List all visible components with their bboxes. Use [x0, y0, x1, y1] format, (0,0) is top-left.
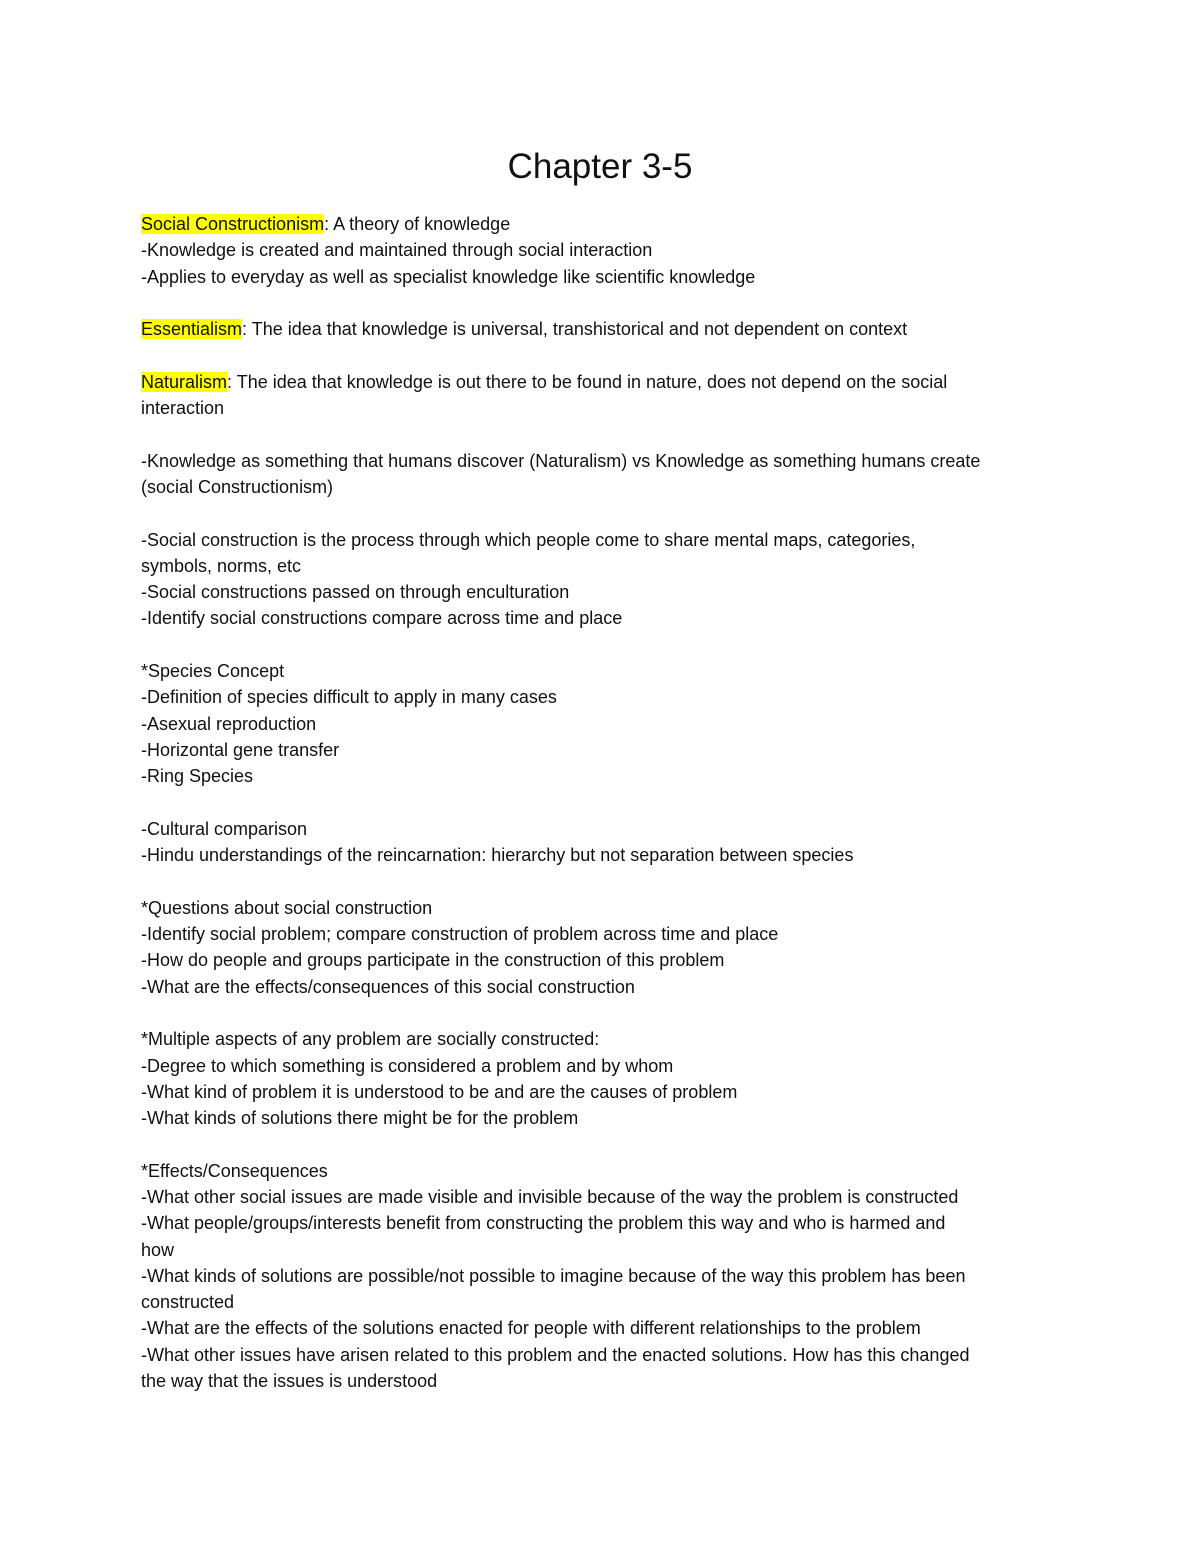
highlighted-term: Naturalism	[141, 371, 228, 392]
text-line: -Identify social problem; compare construction of problem across time and place	[141, 924, 779, 945]
text-line: -Social construction is the process through which people come to share mental maps, categories,	[141, 529, 916, 550]
section-heading: *Effects/Consequences	[141, 1160, 328, 1181]
text-line: -What kinds of solutions there might be for the problem	[141, 1108, 579, 1129]
text-line: how	[141, 1239, 175, 1260]
definition-text: : The idea that knowledge is universal, transhistorical and not dependent on context	[242, 319, 908, 340]
text-line: symbols, norms, etc	[141, 555, 302, 576]
text-line: (social Constructionism)	[141, 476, 334, 497]
page-title: Chapter 3-5	[507, 147, 693, 186]
text-line: -Ring Species	[141, 766, 254, 787]
text-line: the way that the issues is understood	[141, 1371, 438, 1392]
text-line: -What other issues have arisen related to this problem and the enacted solutions. How has this changed	[141, 1344, 970, 1365]
text-line: -What other social issues are made visible and invisible because of the way the problem is constructed	[141, 1186, 959, 1207]
text-line: -Horizontal gene transfer	[141, 739, 340, 760]
highlighted-term: Social Constructionism	[141, 214, 325, 234]
highlighted-term: Essentialism	[141, 319, 243, 340]
text-line: -Knowledge as something that humans discover (Naturalism) vs Knowledge as something humans create	[141, 450, 981, 471]
definition-naturalism	[141, 369, 1066, 395]
text-line: -What kinds of solutions are possible/not possible to imagine because of the way this problem has been	[141, 1265, 966, 1286]
text-line: -How do people and groups participate in the construction of this problem	[141, 950, 725, 971]
text-line: -What are the effects/consequences of this social construction	[141, 976, 635, 997]
text-line: -Identify social constructions compare across time and place	[141, 608, 623, 629]
text-line: constructed	[141, 1292, 235, 1313]
text-line: -Definition of species difficult to apply in many cases	[141, 687, 557, 708]
text-line: -Hindu understandings of the reincarnation: hierarchy but not separation between species	[141, 845, 854, 866]
text-line: -Knowledge is created and maintained through social interaction	[141, 240, 653, 261]
text-line: -What people/groups/interests benefit from constructing the problem this way and who is harmed and	[141, 1213, 946, 1234]
definition-essentialism	[141, 316, 1066, 342]
definition-text: : A theory of knowledge	[324, 214, 511, 234]
text-line: -Applies to everyday as well as specialist knowledge like scientific knowledge	[141, 266, 756, 287]
document-body	[141, 211, 1066, 1394]
text-line: -Social constructions passed on through enculturation	[141, 582, 570, 603]
text-line: -What are the effects of the solutions enacted for people with different relationships to the problem	[141, 1318, 921, 1339]
text-line: -Asexual reproduction	[141, 713, 317, 734]
definition-text: : The idea that knowledge is out there to be found in nature, does not depend on the social	[227, 371, 948, 392]
section-heading: *Questions about social construction	[141, 897, 433, 918]
section-heading: *Species Concept	[141, 661, 285, 682]
text-line: -Cultural comparison	[141, 818, 308, 839]
section-heading: *Multiple aspects of any problem are socially constructed:	[141, 1029, 600, 1050]
definition-social-constructionism	[141, 211, 1066, 237]
text-line: -What kind of problem it is understood to be and are the causes of problem	[141, 1081, 738, 1102]
text-line: interaction	[141, 398, 225, 419]
text-line: -Degree to which something is considered a problem and by whom	[141, 1055, 674, 1076]
